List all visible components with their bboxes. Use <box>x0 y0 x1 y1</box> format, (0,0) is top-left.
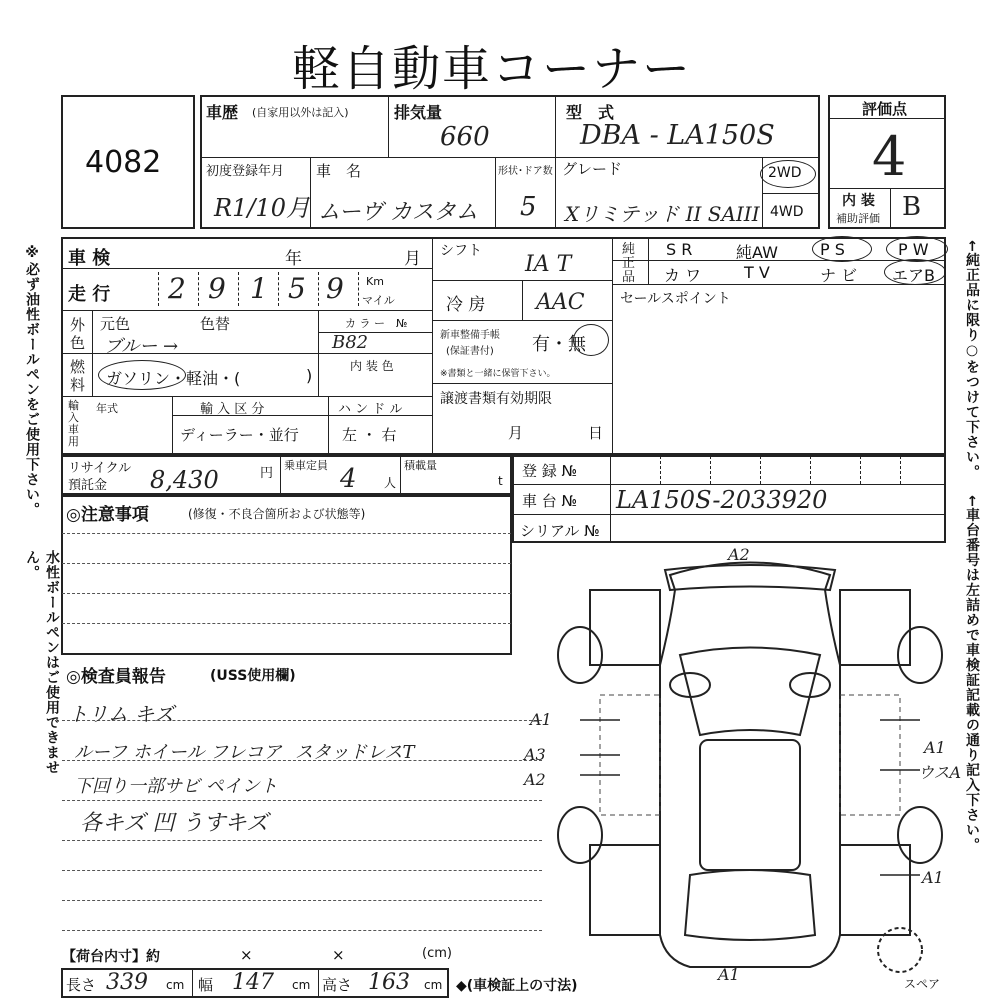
shaken-label: 車 検 <box>68 248 111 269</box>
mark-right-usu-a: ウスA <box>918 763 962 782</box>
service-label-2: (保証書付) <box>446 346 494 357</box>
first-reg-label: 初度登録年月 <box>206 164 285 179</box>
chassis-value: LA150S-2033920 <box>616 486 828 514</box>
cargo-cm: (cm) <box>422 946 452 961</box>
shaken-month-label: 月 <box>404 249 421 269</box>
color-value: ブルー → <box>104 336 179 357</box>
width-value: 147 <box>232 970 274 995</box>
mileage-digit-4: 5 <box>288 272 306 305</box>
service-label-1: 新車整備手帳 <box>440 330 500 341</box>
drive-4wd: 4WD <box>770 204 804 220</box>
equip-pw: P W <box>898 240 929 259</box>
cargo-times-2: × <box>332 946 345 964</box>
repaint-label: 色替 <box>200 315 231 333</box>
mark-left-a2: A2 <box>524 770 546 789</box>
spare-label: スペア <box>904 977 941 991</box>
cargo-times-1: × <box>240 946 253 964</box>
equip-label-3: 品 <box>622 270 636 285</box>
interior-label: 内 装 <box>842 193 875 209</box>
score-value: 4 <box>872 125 907 188</box>
service-none-circle <box>573 324 609 356</box>
handle-value: 左 ・ 右 <box>342 426 397 444</box>
report-line-3: 下回り一部サビ ペイント <box>74 776 278 797</box>
mile-label: マイル <box>362 294 395 307</box>
mark-front-a2: A2 <box>728 545 750 564</box>
lot-number: 4082 <box>85 145 162 180</box>
width-label: 幅 <box>198 976 214 994</box>
car-name-label: 車 名 <box>316 162 362 180</box>
interior-color-label: 内 装 色 <box>350 359 394 373</box>
length-value: 339 <box>106 970 148 995</box>
ac-label: 冷 房 <box>446 295 486 315</box>
score-label: 評価点 <box>862 100 908 118</box>
recycle-value: 8,430 <box>150 466 219 494</box>
ton-label: t <box>498 474 503 488</box>
transfer-day: 日 <box>588 424 604 442</box>
wheel-front-left <box>558 627 602 683</box>
mark-left-a3: A3 <box>524 745 546 764</box>
displacement-value: 660 <box>440 122 490 152</box>
report-line-2: ルーフ ホイール フレコア <box>74 742 282 763</box>
fuel-label-2: 料 <box>70 376 86 394</box>
persons-label: 人 <box>384 476 397 490</box>
doors-value: 5 <box>520 192 537 222</box>
length-cm: cm <box>166 978 185 992</box>
equip-aw: 純AW <box>736 243 778 262</box>
inspector-sub: (USS使用欄) <box>210 668 296 684</box>
grade-label: グレード <box>562 160 623 178</box>
model-label: 型 式 <box>566 103 615 122</box>
fuel-close: ) <box>306 366 313 385</box>
year-type-label: 年式 <box>96 402 118 415</box>
import-type-value: ディーラー・並行 <box>180 426 299 444</box>
equip-ps-circle <box>812 236 872 262</box>
exterior-label-1: 外 <box>70 316 86 334</box>
cargo-label: 【荷台内寸】約 <box>62 949 160 965</box>
report-extra: スタッドレスT <box>295 742 415 763</box>
exterior-label-2: 色 <box>70 334 86 352</box>
equip-kawa: カ ワ <box>664 266 702 285</box>
mileage-digit-3: 1 <box>250 272 268 305</box>
interior-sub: 補助評価 <box>836 212 880 225</box>
reg-no-label: 登 録 № <box>522 462 578 480</box>
equip-label-2: 正 <box>622 256 636 271</box>
windshield <box>680 648 820 736</box>
height-label: 高さ <box>322 976 353 994</box>
roof <box>700 740 800 870</box>
transfer-label: 譲渡書類有効期限 <box>440 391 552 407</box>
first-reg-value: R1/10月 <box>214 194 310 222</box>
equip-navi: ナ ビ <box>820 266 858 285</box>
wheel-front-right <box>898 627 942 683</box>
dimensions-note: ◆(車検証上の寸法) <box>456 978 578 994</box>
report-line-4: 各キズ 凹 うすキズ <box>80 811 269 836</box>
equip-ps: P S <box>820 240 845 259</box>
right-rear-panel <box>840 845 910 935</box>
left-side-panel <box>590 590 660 665</box>
caution-sub: (修復・不良合箇所および状態等) <box>188 507 366 521</box>
recycle-label-1: リサイクル <box>68 461 132 476</box>
history-note: (自家用以外は記入) <box>252 106 349 119</box>
shift-value: IA T <box>525 252 572 277</box>
car-name-value: ムーヴ カスタム <box>318 200 478 225</box>
equip-sr: S R <box>666 240 693 259</box>
serial-label: シリアル № <box>520 522 600 540</box>
drive-2wd-circle <box>760 160 816 188</box>
transfer-month: 月 <box>508 424 524 442</box>
load-label: 積載量 <box>404 459 437 472</box>
width-cm: cm <box>292 978 311 992</box>
rear-glass <box>685 870 815 940</box>
handle-label: ハ ン ド ル <box>338 402 403 417</box>
mileage-digit-5: 9 <box>326 272 344 305</box>
grade-value: Xリミテッド II SAIII <box>565 202 760 226</box>
left-note-oil-pen: ※必ず油性ボールペンをご使用下さい。 <box>24 245 40 517</box>
caution-title: ◎注意事項 <box>66 505 149 525</box>
fuel-gasoline-circle <box>98 360 186 390</box>
chassis-label: 車 台 № <box>522 492 578 510</box>
service-value: 有・無 <box>532 334 586 355</box>
mark-right-rear-a1: A1 <box>922 868 944 887</box>
history-label: 車歴 <box>206 103 239 122</box>
shaken-year-label: 年 <box>285 249 302 269</box>
color-no-value: B82 <box>332 332 369 353</box>
fuel-options: ガソリン・軽油・( <box>106 369 241 388</box>
right-note-genuine: ←純正品に限り○をつけて下さい。 <box>964 240 980 480</box>
equip-label-1: 純 <box>622 242 636 257</box>
recycle-label-2: 預託金 <box>68 478 108 493</box>
import-type-label: 輸 入 区 分 <box>200 402 265 417</box>
mileage-label: 走 行 <box>68 284 111 305</box>
orig-color-label: 元色 <box>100 315 131 333</box>
height-value: 163 <box>368 970 410 995</box>
equip-tv: T V <box>744 263 770 282</box>
mileage-digit-2: 9 <box>208 272 226 305</box>
doors-label: 形状･ドア数 <box>498 166 553 177</box>
inspector-title: ◎検査員報告 <box>66 667 166 687</box>
equip-airbag-circle <box>884 259 946 285</box>
page-title: 軽自動車コーナー <box>292 41 693 97</box>
equip-airbag: エアB <box>892 266 935 285</box>
right-side-panel <box>840 590 910 665</box>
yen-label: 円 <box>260 466 274 481</box>
interior-value: B <box>902 192 922 222</box>
drive-2wd: 2WD <box>768 165 802 181</box>
import-label: 輸入車用 <box>68 399 79 448</box>
displacement-label: 排気量 <box>394 103 443 122</box>
shift-label: シフト <box>440 243 482 259</box>
mark-rear-a1: A1 <box>718 965 740 984</box>
length-label: 長さ <box>66 976 97 994</box>
color-no-label: カ ラ ー № <box>345 317 408 330</box>
service-note: ※書類と一緒に保管下さい。 <box>440 369 556 379</box>
mileage-digit-1: 2 <box>168 272 186 305</box>
model-value: DBA - LA150S <box>580 120 775 151</box>
km-label: Km <box>366 275 384 288</box>
ac-value: AAC <box>536 290 585 315</box>
sales-point-label: セールスポイント <box>620 291 731 307</box>
mark-right-a1: A1 <box>924 738 946 757</box>
inspection-box <box>61 237 946 455</box>
wheel-rear-right <box>898 807 942 863</box>
fuel-label-1: 燃 <box>70 358 86 376</box>
car-damage-diagram <box>540 545 960 985</box>
wheel-rear-left <box>558 807 602 863</box>
capacity-value: 4 <box>340 464 357 494</box>
right-note-chassis: ←車台番号は左詰めで車検証記載の通り記入下さい。 <box>964 495 980 853</box>
mark-left-a1: A1 <box>530 710 552 729</box>
capacity-label: 乗車定員 <box>284 459 328 472</box>
height-cm: cm <box>424 978 443 992</box>
report-line-1: トリム キズ <box>68 702 174 726</box>
left-rear-panel <box>590 845 660 935</box>
left-note-water-pen: 水性ボールペンはご使用できません。 <box>24 550 60 775</box>
